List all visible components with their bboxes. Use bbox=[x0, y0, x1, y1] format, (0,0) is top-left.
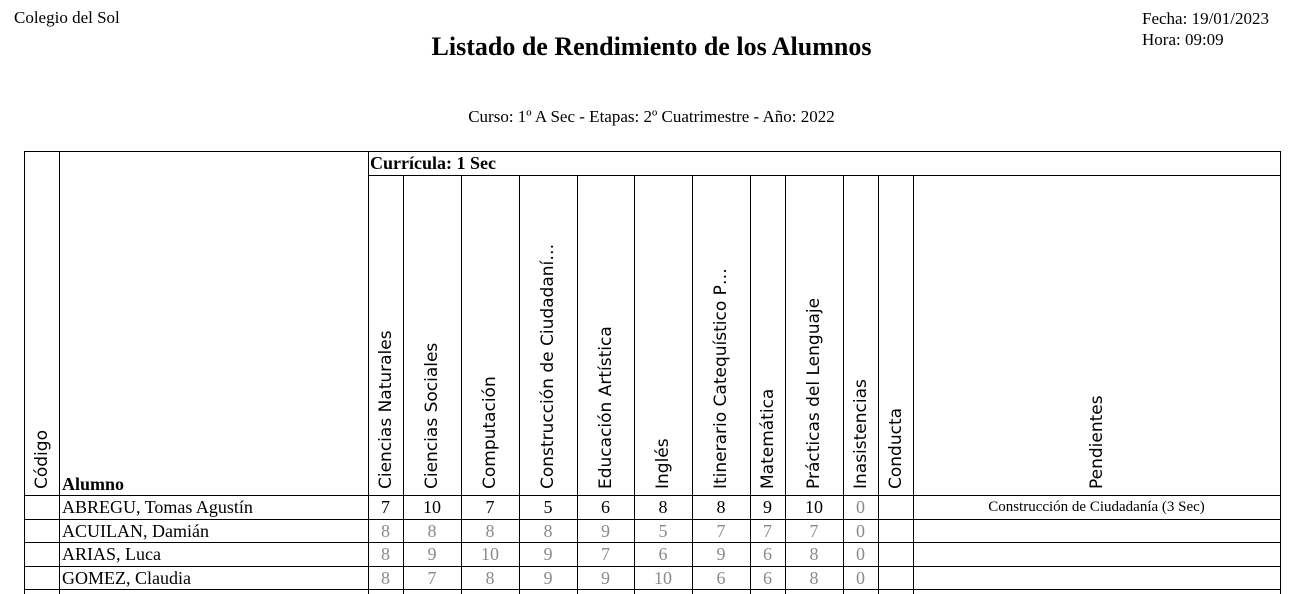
student-name: ARIAS, Luca bbox=[62, 544, 161, 564]
column-header-subject: Inglés bbox=[653, 438, 673, 489]
grade-cell: 8 bbox=[543, 520, 553, 541]
grade-cell: 0 bbox=[856, 544, 865, 564]
grade-cell bbox=[878, 520, 913, 542]
report-time: Hora: 09:09 bbox=[1142, 30, 1224, 49]
grade-cell: 8 bbox=[381, 567, 390, 588]
column-header-subject: Pendientes bbox=[1086, 395, 1107, 489]
grade-cell: 8 bbox=[381, 520, 390, 541]
grade-cell: 0 bbox=[856, 567, 865, 588]
subheader-border bbox=[368, 175, 1281, 176]
grade-cell: 7 bbox=[381, 497, 390, 517]
pendientes-cell bbox=[913, 567, 1280, 589]
grade-cell: 10 bbox=[481, 544, 499, 564]
grade-cell: 6 bbox=[763, 567, 772, 588]
grade-cell: 6 bbox=[658, 544, 668, 564]
column-header-alumno: Alumno bbox=[62, 474, 125, 494]
column-header-subject: Construcción de Ciudadaní… bbox=[538, 243, 558, 489]
curricula-label: Currícula: 1 Sec bbox=[370, 153, 496, 173]
grade-cell: 8 bbox=[809, 544, 819, 564]
grade-cell: 6 bbox=[763, 544, 772, 564]
column-header-subject: Matemática bbox=[757, 388, 778, 489]
grade-cell: 0 bbox=[856, 497, 865, 517]
column-border bbox=[24, 151, 25, 594]
grade-cell: 10 bbox=[423, 497, 441, 517]
grade-cell: 8 bbox=[485, 520, 495, 541]
grade-cell: 9 bbox=[427, 544, 437, 564]
grade-cell: 6 bbox=[716, 567, 726, 588]
column-border bbox=[1280, 151, 1281, 594]
grade-cell: 9 bbox=[716, 544, 726, 564]
grade-cell: 9 bbox=[543, 544, 553, 564]
grade-cell: 8 bbox=[381, 544, 390, 564]
grade-cell: 5 bbox=[543, 497, 553, 517]
grade-cell: 7 bbox=[763, 520, 772, 541]
grade-cell bbox=[878, 567, 913, 589]
column-header-subject: Inasistencias bbox=[850, 379, 871, 489]
student-name: ABREGU, Tomas Agustín bbox=[62, 497, 253, 517]
column-header-codigo: Código bbox=[31, 430, 52, 489]
grade-cell: 8 bbox=[658, 497, 668, 517]
grade-cell: 5 bbox=[658, 520, 668, 541]
row-border bbox=[24, 589, 1281, 590]
column-header-subject: Computación bbox=[480, 376, 500, 489]
grade-cell bbox=[878, 496, 913, 518]
grade-cell: 7 bbox=[427, 567, 437, 588]
grade-cell: 0 bbox=[856, 520, 865, 541]
grade-cell: 8 bbox=[485, 567, 495, 588]
column-header-subject: Itinerario Catequístico P… bbox=[711, 268, 731, 489]
student-name: ACUILAN, Damián bbox=[62, 520, 209, 541]
grade-cell: 7 bbox=[485, 497, 495, 517]
column-header-subject: Ciencias Naturales bbox=[375, 330, 396, 489]
grade-cell: 9 bbox=[543, 567, 553, 588]
column-header-subject: Ciencias Sociales bbox=[422, 342, 442, 489]
grade-cell: 9 bbox=[601, 520, 610, 541]
column-header-subject: Conducta bbox=[885, 407, 906, 489]
grade-cell bbox=[878, 543, 913, 565]
grade-cell: 8 bbox=[809, 567, 819, 588]
grade-cell: 7 bbox=[601, 544, 610, 564]
school-name: Colegio del Sol bbox=[14, 8, 120, 27]
grade-cell: 8 bbox=[716, 497, 726, 517]
grade-cell: 10 bbox=[654, 567, 672, 588]
pendientes-cell: Construcción de Ciudadanía (3 Sec) bbox=[988, 499, 1205, 515]
table-top-border bbox=[24, 151, 1281, 152]
pendientes-cell bbox=[913, 520, 1280, 542]
page-title: Listado de Rendimiento de los Alumnos bbox=[431, 32, 872, 61]
student-name: GOMEZ, Claudia bbox=[62, 567, 191, 588]
grade-cell: 10 bbox=[805, 497, 823, 517]
column-header-subject: Prácticas del Lenguaje bbox=[804, 297, 824, 489]
column-header-subject: Educación Artística bbox=[595, 326, 616, 489]
date-time-block bbox=[1142, 8, 1269, 50]
grade-cell: 9 bbox=[763, 497, 772, 517]
report-subtitle: Curso: 1º A Sec - Etapas: 2º Cuatrimestre - Año: 2022 bbox=[468, 107, 835, 126]
grade-cell: 6 bbox=[601, 497, 610, 517]
grade-cell: 7 bbox=[809, 520, 819, 541]
pendientes-cell bbox=[913, 543, 1280, 565]
grade-cell: 8 bbox=[427, 520, 437, 541]
grade-cell: 7 bbox=[716, 520, 726, 541]
grade-cell: 9 bbox=[601, 567, 610, 588]
report-date: Fecha: 19/01/2023 bbox=[1142, 9, 1270, 28]
